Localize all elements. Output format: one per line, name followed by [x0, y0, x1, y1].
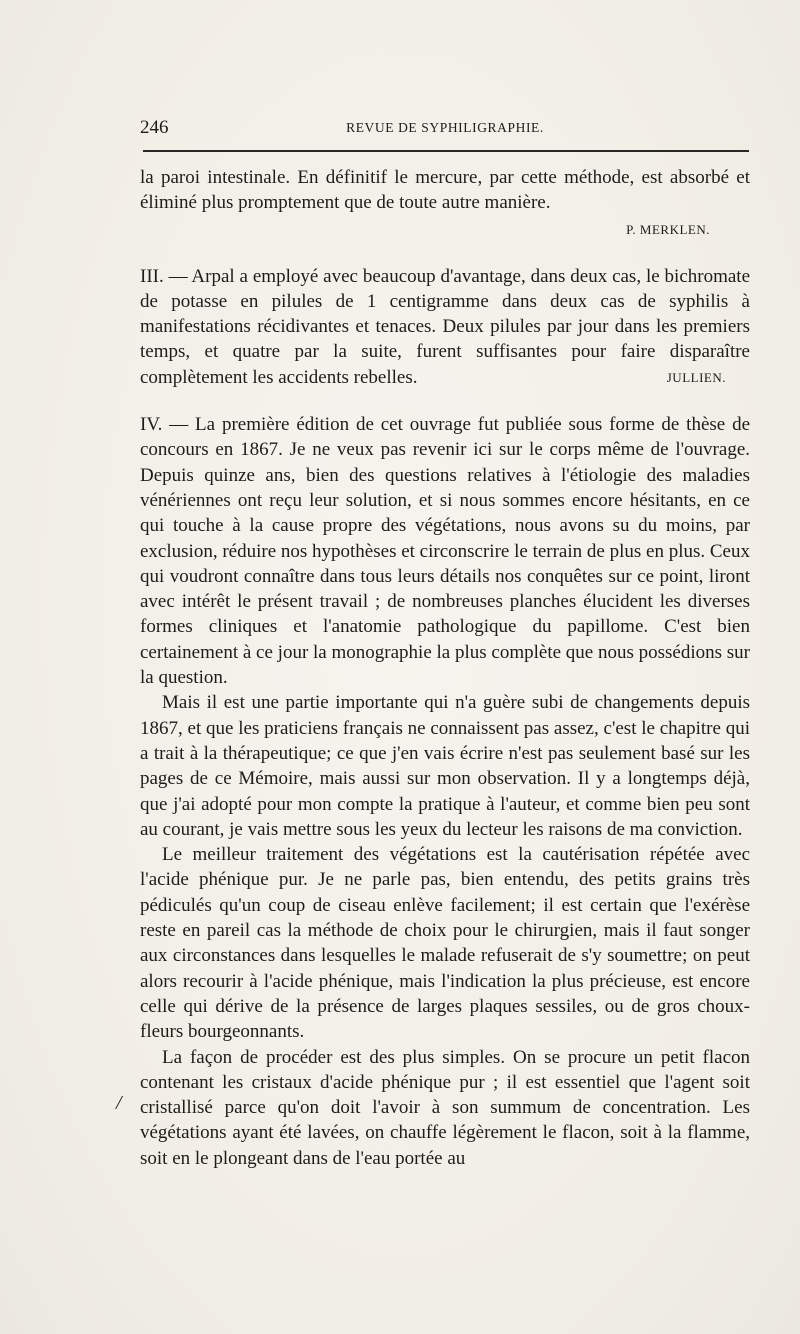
page-header [140, 117, 750, 143]
therapeutic-paragraph: Mais il est une partie importante qui n'a guère subi de changements depuis 1867, et que les praticiens français ne connaissent pas assez, c'est le chapitre qui a trait à la thérapeutique; ce que j'en vais écrire n'est pas seulement basé sur les pages de ce Mémoire, mais aussi sur mon observation. Il y a longtemps déjà, que j'ai adopté pour mon compte la pratique à l'auteur, et comme bien peu sont au courant, je vais mettre sous les yeux du lecteur les raisons de ma conviction. [140, 692, 750, 840]
section-iv-paragraph: IV. — La première édition de cet ouvrage fut publiée sous forme de thèse de concours en 1867. Je ne veux pas revenir ici sur le corps même de l'ouvrage. Depuis quinze ans, bien des questions relatives à l'étiologie des maladies vénériennes ont reçu leur solution, et si nous sommes encore hésitants, en ce qui touche à la cause propre des végétations, nous avons su du moins, par exclusion, réduire nos hypothèses et circonscrire le terrain de plus en plus. Ceux qui voudront connaître dans tous leurs détails nos conquêtes sur ce point, liront avec intérêt le présent travail ; de nombreuses planches élucident les diverses formes cliniques et l'anatomie pathologique du papillome. C'est bien certainement à ce jour la monographie la plus complète que nous possédions sur la question. [140, 414, 750, 689]
signature-merklen: P. MERKLEN. [626, 221, 710, 237]
page-number: 246 [140, 117, 169, 138]
section-end-paragraph: la paroi intestinale. En définitif le mercure, par cette méthode, est absorbé et éliminé plus promptement que de toute autre manière. [140, 167, 750, 214]
margin-annotation-mark: / [116, 1092, 122, 1114]
body-text [140, 165, 750, 1171]
section-gap [140, 244, 750, 264]
section-iii-paragraph [140, 264, 750, 390]
header-rule [143, 150, 749, 152]
section-gap [140, 390, 750, 412]
treatment-paragraph: Le meilleur traitement des végétations est la cautérisation répétée avec l'acide phénique pur. Je ne parle pas, bien entendu, des petits grains très pédiculés qu'un coup de ciseau enlève facilement; il est certain que l'exérèse reste en pareil cas la méthode de choix pour le chirurgien, mais il faut songer aux circonstances dans lesquelles le malade refuserait de s'y soumettre; on peut alors recourir à l'acide phénique, mais l'indication la plus précieuse, est encore celle qui dérive de la présence de larges plaques sessiles, ou de gros choux-fleurs bourgeonnants. [140, 844, 750, 1043]
section-iii-text: III. — Arpal a employé avec beaucoup d'avantage, dans deux cas, le bichromate de potasse en pilules de 1 centigramme dans deux cas de syphilis à manifestations récidivantes et tenaces. Deux pilules par jour dans les premiers temps, et quatre par la suite, furent suffisantes pour faire disparaître complètement les accidents rebelles. [140, 265, 750, 388]
procedure-paragraph: La façon de procéder est des plus simples. On se procure un petit flacon contenant les cristaux d'acide phénique pur ; il est essentiel que l'agent soit cristallisé parce qu'on doit l'avoir à son summum de concentration. Les végétations ayant été lavées, on chauffe légèrement le flacon, soit à la flamme, soit en le plongeant dans de l'eau portée au [140, 1046, 750, 1169]
signature-jullien: JULLIEN. [666, 369, 726, 385]
running-title: REVUE DE SYPHILIGRAPHIE. [346, 120, 544, 135]
